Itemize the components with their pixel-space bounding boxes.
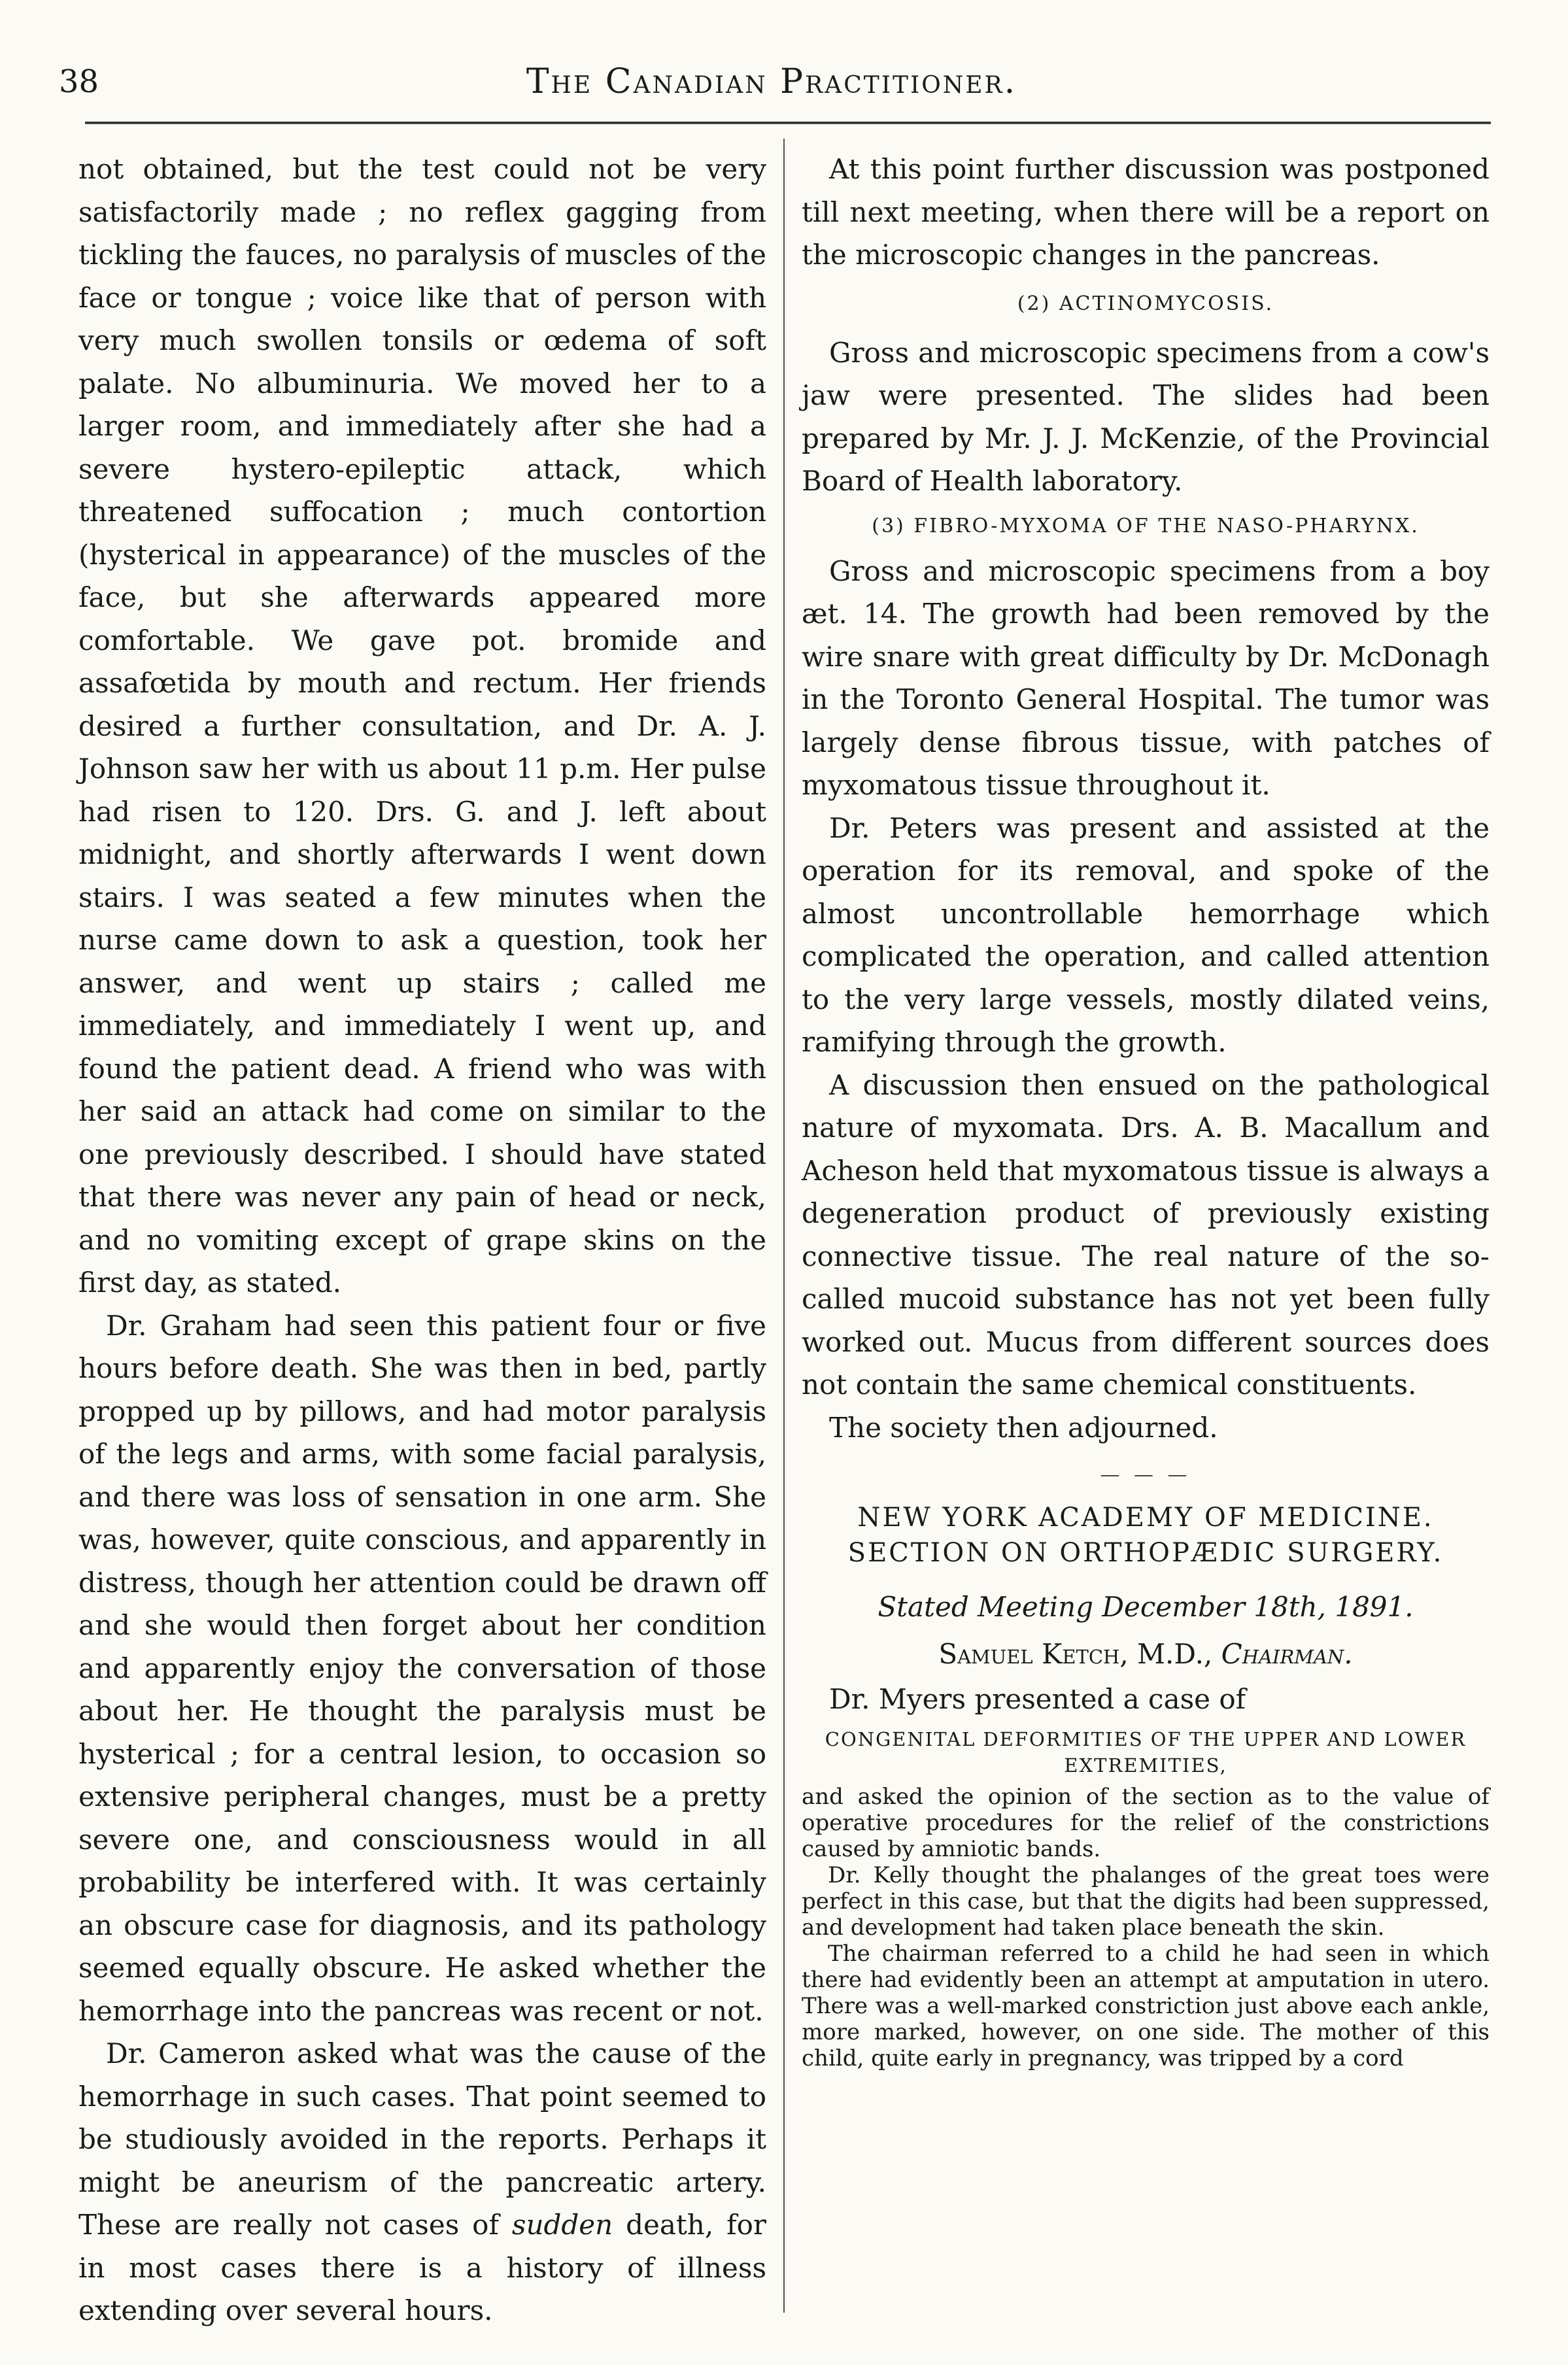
right-column: [802, 148, 1490, 2071]
right-paragraph-2: Gross and microscopic specimens from a cow's jaw were presented. The slides had been prepared by Mr. J. J. McKenzie, of the Provincial Board of Health laboratory.: [802, 336, 1490, 497]
right-paragraph-4: Dr. Peters was present and assisted at the operation for its removal, and spoke of the almost uncontrollable hemorrhage which complicated the operation, and called attention to the very large vessels, mostly dilated veins, ramifying through the growth.: [802, 811, 1490, 1058]
chairman-name: Samuel Ketch, M.D.,: [938, 1638, 1221, 1670]
chairman-role: Chairman.: [1221, 1638, 1353, 1670]
section-title-line-2: SECTION ON ORTHOPÆDIC SURGERY.: [847, 1538, 1444, 1568]
section-title-line-1: NEW YORK ACADEMY OF MEDICINE.: [857, 1503, 1434, 1533]
right-paragraph-7: Dr. Myers presented a case of: [829, 1683, 1246, 1715]
right-paragraph-9: Dr. Kelly thought the phalanges of the great toes were perfect in this case, but that the digits had been suppressed, and development had taken place beneath the skin.: [802, 1862, 1490, 1941]
left-paragraph-3-start: Dr. Cameron asked what was the cause of the hemorrhage in such cases. That point seemed to be studiously avoided in the reports. Perhaps it might be aneurism of the pancreatic artery. These are really not cases of: [78, 2037, 766, 2241]
small-print-block: [802, 1784, 1490, 2071]
section-title: [802, 1500, 1490, 1571]
right-paragraph-10: The chairman referred to a child he had seen in which there had evidently been an attempt at amputation in utero. There was a well-marked constriction just above each ankle, more marked, however, on one side. The mother of this child, quite early in pregnancy, was tripped by a cord: [802, 1940, 1490, 2071]
right-paragraph-8: and asked the opinion of the section as to the value of operative procedures for the relief of the constrictions caused by amniotic bands.: [802, 1783, 1490, 1862]
left-column: [78, 148, 766, 2332]
subheading-actinomycosis: (2) ACTINOMYCOSIS.: [1017, 292, 1274, 315]
left-paragraph-3: [78, 2032, 766, 2332]
left-paragraph-2: Dr. Graham had seen this patient four or five hours before death. She was then in bed, partly propped up by pillows, and had motor paralysis of the legs and arms, with some facial paralysis, and there was loss of sensation in one arm. She was, however, quite conscious, and apparently in distress, though her attention could be drawn off and she would then forget about her condition and apparently enjoy the conversation of those about her. He thought the paralysis must be hysterical ; for a central lesion, to occasion so extensive peripheral changes, must be a pretty severe one, and consciousness would in all probability be interfered with. It was certainly an obscure case for diagnosis, and its pathology seemed equally obscure. He asked whether the hemorrhage into the pancreas was recent or not.: [78, 1309, 766, 2027]
running-title: The Canadian Practitioner.: [526, 62, 1017, 101]
meeting-date: Stated Meeting December 18th, 1891.: [878, 1591, 1414, 1623]
chairman-line: [802, 1631, 1490, 1678]
subheading-fibro-myxoma: (3) FIBRO-MYXOMA OF THE NASO-PHARYNX.: [872, 514, 1420, 537]
right-paragraph-6: The society then adjourned.: [829, 1411, 1218, 1444]
section-separator: — — —: [1100, 1463, 1191, 1486]
right-paragraph-1: At this point further discussion was postponed till next meeting, when there will be a report on the microscopic changes in the pancreas.: [802, 153, 1490, 271]
right-paragraph-3: Gross and microscopic specimens from a boy æt. 14. The growth had been removed by the wire snare with great difficulty by Dr. McDonagh in the Toronto General Hospital. The tumor was largely dense fibrous tissue, with patches of myxomatous tissue throughout it.: [802, 554, 1490, 801]
right-paragraph-5: A discussion then ensued on the pathological nature of myxomata. Drs. A. B. Macallum and Acheson held that myxomatous tissue is always a degeneration product of previously existing connective tissue. The real nature of the so-called mucoid substance has not yet been fully worked out. Mucus from different sources does not contain the same chemical constituents.: [802, 1068, 1490, 1401]
left-paragraph-3-italic: sudden: [511, 2209, 613, 2241]
header-rule: [85, 122, 1491, 124]
left-paragraph-1: not obtained, but the test could not be very satisfactorily made ; no reflex gagging from tickling the fauces, no paralysis of muscles of the face or tongue ; voice like that of person with very much swollen tonsils or œdema of soft palate. No albuminuria. We moved her to a larger room, and immediately after she had a severe hystero-epileptic attack, which threatened suffocation ; much contortion (hysterical in appearance) of the muscles of the face, but she afterwards appeared more comfortable. We gave pot. bromide and assafœtida by mouth and rectum. Her friends desired a further consultation, and Dr. A. J. Johnson saw her with us about 11 p.m. Her pulse had risen to 120. Drs. G. and J. left about midnight, and shortly afterwards I went down stairs. I was seated a few minutes when the nurse came down to ask a question, took her answer, and went up stairs ; called me immediately, and immediately I went up, and found the patient dead. A friend who was with her said an attack had come on similar to the one previously described. I should have stated that there was never any pain of head or neck, and no vomiting except of grape skins on the first day, as stated.: [78, 153, 766, 1299]
left-paragraph-3-end: death, for in most cases there is a history of illness extending over several hours.: [78, 2209, 766, 2326]
column-divider: [783, 139, 785, 2313]
case-title: CONGENITAL DEFORMITIES OF THE UPPER AND LOWER EXTREMITIES,: [825, 1727, 1467, 1777]
page-header: [59, 52, 1484, 111]
page-number: 38: [59, 63, 99, 100]
